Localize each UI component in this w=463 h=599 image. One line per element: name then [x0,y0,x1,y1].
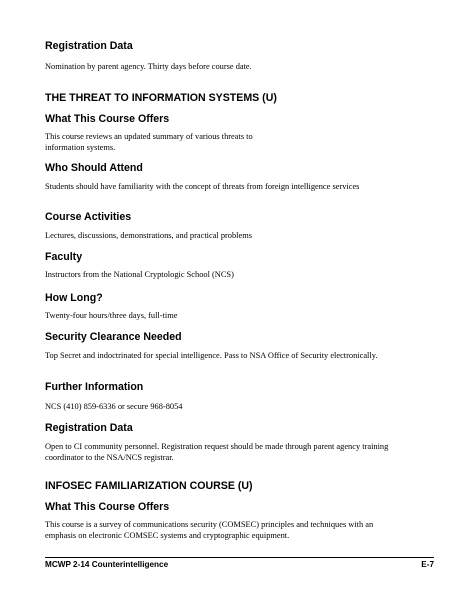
section-heading-security-clearance-needed: Security Clearance Needed [45,331,182,343]
footer-rule [45,557,434,558]
footer-publication-title: MCWP 2-14 Counterintelligence [45,560,169,569]
section-body-course-activities: Lectures, discussions, demonstrations, and practical problems [45,231,252,240]
section-heading-what-this-course-offers-2: What This Course Offers [45,501,170,513]
section-heading-how-long: How Long? [45,292,103,304]
section-heading-what-this-course-offers: What This Course Offers [45,113,170,125]
section-heading-further-information: Further Information [45,381,144,393]
section-body-what-this-course-offers-2: This course is a survey of communications security (COMSEC) principles and techniques with an emphasis on electronic COMSEC systems and cryptographic equipment. [45,520,374,540]
section-body-registration-data-2: Open to CI community personnel. Registration request should be made through parent agency training coordinator to the NSA/NCS registrar. [45,442,389,462]
section-body-security-clearance-needed: Top Secret and indoctrinated for special intelligence. Pass to NSA Office of Security electronically. [45,351,378,360]
course-title-infosec-familiarization: INFOSEC FAMILIARIZATION COURSE (U) [45,480,253,492]
section-heading-registration-data: Registration Data [45,40,133,52]
section-heading-who-should-attend: Who Should Attend [45,162,143,174]
footer-page-number: E-7 [421,560,434,569]
section-heading-faculty: Faculty [45,251,83,263]
section-heading-course-activities: Course Activities [45,211,132,223]
section-body-faculty: Instructors from the National Cryptologic School (NCS) [45,270,234,279]
section-body-further-information: NCS (410) 859-6336 or secure 968-8054 [45,402,183,411]
section-body-registration-data: Nomination by parent agency. Thirty days before course date. [45,62,252,71]
section-body-how-long: Twenty-four hours/three days, full-time [45,311,178,320]
section-body-what-this-course-offers: This course reviews an updated summary of various threats to information systems. [45,132,253,152]
section-heading-registration-data-2: Registration Data [45,422,133,434]
course-title-threat-to-information-systems: THE THREAT TO INFORMATION SYSTEMS (U) [45,92,277,104]
section-body-who-should-attend: Students should have familiarity with the concept of threats from foreign intelligence services [45,182,360,191]
